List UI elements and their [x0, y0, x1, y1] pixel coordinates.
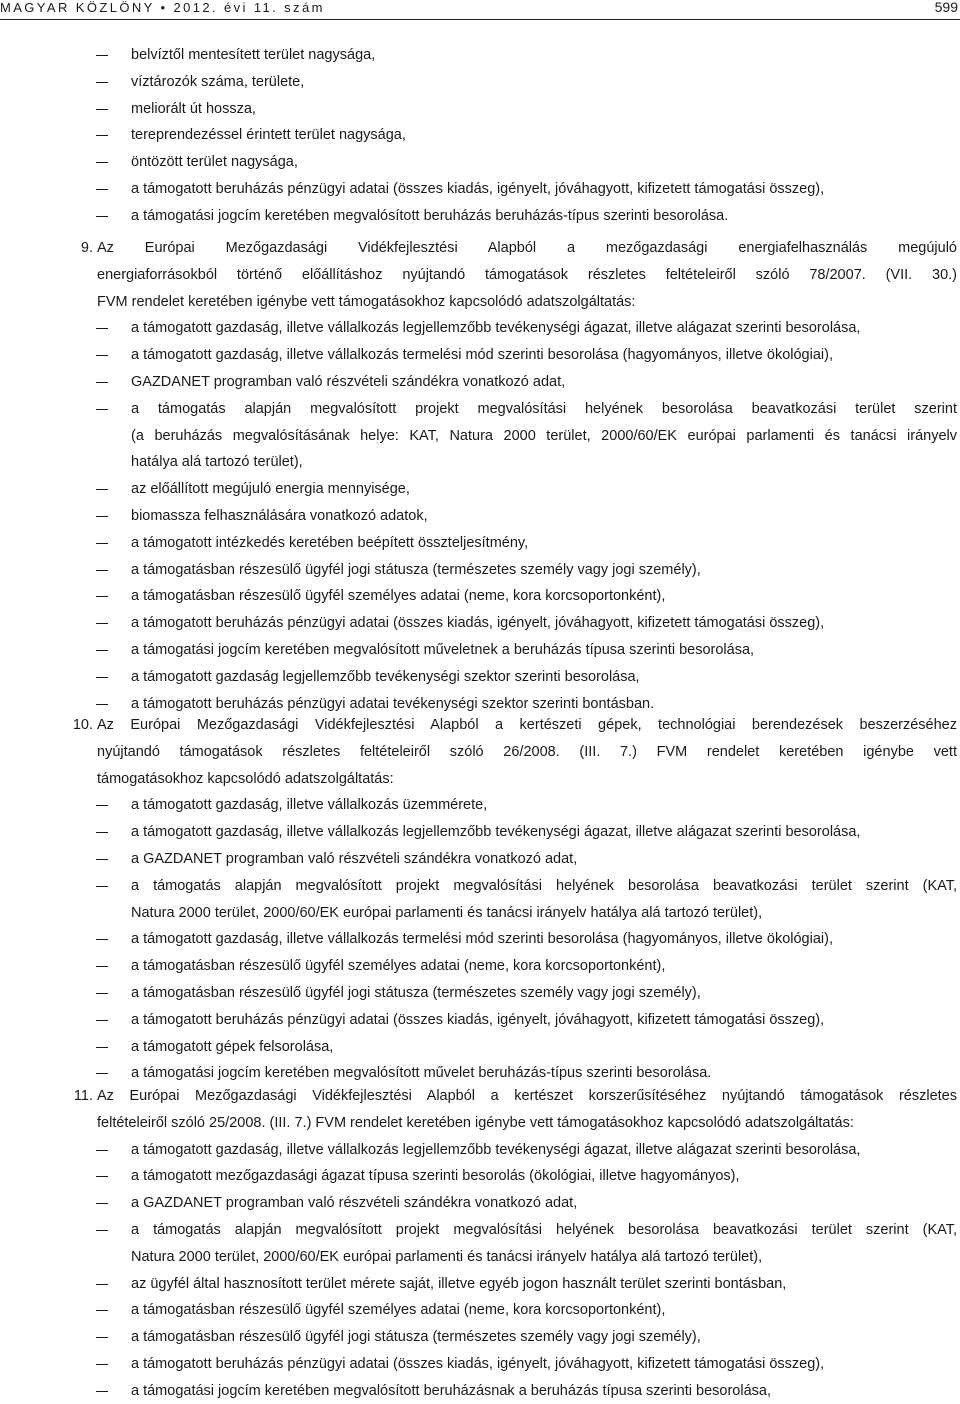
dash-bullet: [96, 135, 108, 136]
line-text: a támogatási jogcím keretében megvalósított beruházás beruházás-típus szerinti besorolása.: [131, 207, 729, 224]
dash-bullet: [96, 596, 108, 597]
line-text: a GAZDANET programban való részvételi szándékra vonatkozó adat,: [131, 851, 578, 867]
line-text: FVM rendelet keretében igénybe vett támogatásokhoz kapcsolódó adatszolgáltatás:: [97, 293, 636, 310]
line-text: a támogatott gazdaság, illetve vállalkozás legjellemzőbb tevékenységi ágazat, illetve alágazat szerinti besorolása,: [131, 320, 861, 337]
dash-bullet: [96, 832, 108, 833]
line-text: a támogatott gazdaság, illetve vállalkozás termelési mód szerinti besorolása (hagyományos, illetve ökológiai),: [131, 931, 833, 948]
dash-bullet: [96, 516, 108, 517]
line-text: a támogatási jogcím keretében megvalósított műveletnek a beruházás típusa szerinti besorolása,: [131, 642, 755, 658]
list-item: [0, 423, 960, 449]
list-item: [0, 1007, 960, 1033]
line-text: támogatásokhoz kapcsolódó adatszolgáltatás:: [97, 770, 394, 787]
dash-bullet: [96, 1073, 108, 1074]
dash-bullet: [96, 859, 108, 860]
dash-bullet: [96, 1284, 108, 1285]
line-text: biomassza felhasználására vonatkozó adatok,: [131, 508, 428, 524]
section-paragraph-line: [0, 235, 960, 261]
dash-bullet: [96, 109, 108, 110]
line-text: a támogatott beruházás pénzügyi adatai (összes kiadás, igényelt, jóváhagyott, kifizetett támogatási összeg),: [131, 181, 825, 197]
list-item: [0, 96, 960, 122]
line-text: a támogatott gazdaság, illetve vállalkozás legjellemzőbb tevékenységi ágazat, illetve alágazat szerinti besorolása,: [131, 824, 861, 841]
dash-bullet: [96, 1203, 108, 1204]
list-item: [0, 476, 960, 502]
line-text: a támogatás alapján megvalósított projekt megvalósítási helyének besorolása beavatkozási terület szerint: [131, 400, 957, 417]
list-item: [0, 1244, 960, 1270]
line-text: Az Európai Mezőgazdasági Vidékfejlesztési Alapból a kertészeti gépek, technológiai berendezések beszerzéséhez: [97, 717, 957, 733]
line-text: a támogatás alapján megvalósított projekt megvalósítási helyének besorolása beavatkozási terület szerint (KAT,: [131, 1222, 957, 1238]
line-text: az ügyfél által hasznosított terület mérete saját, illetve egyéb jogon használt terület szerinti bontásban,: [131, 1275, 787, 1292]
dash-bullet: [96, 993, 108, 994]
line-text: öntözött terület nagysága,: [131, 154, 298, 171]
dash-bullet: [96, 409, 108, 410]
line-text: Natura 2000 terület, 2000/60/EK európai parlamenti és tanácsi irányelv hatálya alá tartozó terület),: [131, 904, 763, 921]
dash-bullet: [96, 355, 108, 356]
line-text: a támogatási jogcím keretében megvalósított beruházásnak a beruházás típusa szerinti besorolása,: [131, 1382, 771, 1399]
list-item: [0, 315, 960, 341]
dash-bullet: [96, 650, 108, 651]
list-item: [0, 610, 960, 636]
page-header: [0, 0, 960, 26]
section-paragraph-line: [0, 262, 960, 288]
line-text: a támogatási jogcím keretében megvalósított művelet beruházás-típus szerinti besorolása.: [131, 1065, 712, 1082]
section-paragraph-line: [0, 739, 960, 765]
dash-bullet: [96, 543, 108, 544]
line-text: a támogatott beruházás pénzügyi adatai tevékenységi szektor szerinti bontásban.: [131, 695, 655, 712]
section-number: 9.: [80, 240, 93, 256]
line-text: a támogatott gazdaság, illetve vállalkozás legjellemzőbb tevékenységi ágazat, illetve alágazat szerinti besorolása,: [131, 1141, 861, 1158]
section-paragraph-line: [0, 289, 960, 315]
line-text: a támogatásban részesülő ügyfél személyes adatai (neme, kora korcsoportonként),: [131, 958, 666, 975]
journal-title: MAGYAR KÖZLÖNY • 2012. évi 11. szám: [0, 0, 325, 15]
list-item: [0, 1163, 960, 1189]
line-text: Natura 2000 terület, 2000/60/EK európai parlamenti és tanácsi irányelv hatálya alá tartozó terület),: [131, 1248, 763, 1265]
list-item: [0, 664, 960, 690]
line-text: a támogatott gazdaság, illetve vállalkozás termelési mód szerinti besorolása (hagyományos, illetve ökológiai),: [131, 347, 833, 364]
list-item: [0, 1297, 960, 1323]
list-item: [0, 900, 960, 926]
line-text: hatálya alá tartozó terület),: [131, 454, 303, 471]
list-item: [0, 637, 960, 663]
dash-bullet: [96, 1176, 108, 1177]
dash-bullet: [96, 1391, 108, 1392]
line-text: a támogatott beruházás pénzügyi adatai (összes kiadás, igényelt, jóváhagyott, kifizetett támogatási összeg),: [131, 1356, 825, 1372]
list-item: [0, 369, 960, 395]
list-item: [0, 122, 960, 148]
line-text: a támogatott mezőgazdasági ágazat típusa szerinti besorolás (ökológiai, illetve hagyományos),: [131, 1168, 740, 1185]
list-item: [0, 149, 960, 175]
line-text: a támogatott gazdaság legjellemzőbb tevékenységi szektor szerinti besorolása,: [131, 668, 640, 685]
line-text: a GAZDANET programban való részvételi szándékra vonatkozó adat,: [131, 1195, 578, 1212]
page-number: 599: [934, 0, 958, 15]
dash-bullet: [96, 489, 108, 490]
line-text: a támogatott beruházás pénzügyi adatai (összes kiadás, igényelt, jóváhagyott, kifizetett támogatási összeg),: [131, 1011, 825, 1028]
list-item: [0, 1137, 960, 1163]
list-item: [0, 342, 960, 368]
dash-bullet: [96, 966, 108, 967]
line-text: a támogatásban részesülő ügyfél személyes adatai (neme, kora korcsoportonként),: [131, 1302, 666, 1319]
section-paragraph-line: [0, 712, 960, 738]
list-item: [0, 819, 960, 845]
list-item: [0, 1271, 960, 1297]
dash-bullet: [96, 677, 108, 678]
line-text: Az Európai Mezőgazdasági Vidékfejlesztési Alapból a mezőgazdasági energiafelhasználás megújuló: [97, 240, 957, 256]
dash-bullet: [96, 382, 108, 383]
dash-bullet: [96, 623, 108, 624]
list-item: [0, 503, 960, 529]
dash-bullet: [96, 216, 108, 217]
list-item: [0, 176, 960, 202]
line-text: Az Európai Mezőgazdasági Vidékfejlesztési Alapból a kertészet korszerűsítéséhez nyújtandó támogatások részletes: [97, 1088, 957, 1104]
list-item: [0, 1217, 960, 1243]
dash-bullet: [96, 1364, 108, 1365]
list-item: [0, 1324, 960, 1350]
line-text: belvíztől mentesített terület nagysága,: [131, 47, 376, 63]
line-text: energiaforrásokból történő előállításhoz nyújtandó támogatások részletes feltételeiről szóló 78/2007. (VII. 30.): [97, 266, 957, 283]
dash-bullet: [96, 1310, 108, 1311]
dash-bullet: [96, 328, 108, 329]
line-text: a támogatott gépek felsorolása,: [131, 1038, 334, 1055]
section-paragraph-line: [0, 1110, 960, 1136]
dash-bullet: [96, 570, 108, 571]
dash-bullet: [96, 1230, 108, 1231]
list-item: [0, 42, 960, 68]
line-text: a támogatásban részesülő ügyfél jogi státusza (természetes személy vagy jogi személy),: [131, 985, 701, 1001]
dash-bullet: [96, 55, 108, 56]
line-text: feltételeiről szóló 25/2008. (III. 7.) FVM rendelet keretében igénybe vett támogatásokhoz kapcsolódó adatszolgáltatás:: [97, 1114, 854, 1131]
dash-bullet: [96, 1150, 108, 1151]
line-text: a támogatásban részesülő ügyfél személyes adatai (neme, kora korcsoportonként),: [131, 588, 666, 605]
section-number: 10.: [72, 717, 93, 733]
dash-bullet: [96, 162, 108, 163]
list-item: [0, 1190, 960, 1216]
list-item: [0, 69, 960, 95]
list-item: [0, 557, 960, 583]
dash-bullet: [96, 886, 108, 887]
dash-bullet: [96, 704, 108, 705]
list-item: [0, 203, 960, 229]
list-item: [0, 449, 960, 475]
dash-bullet: [96, 82, 108, 83]
dash-bullet: [96, 939, 108, 940]
list-item: [0, 530, 960, 556]
line-text: a támogatott intézkedés keretében beépített összteljesítmény,: [131, 534, 529, 551]
line-text: az előállított megújuló energia mennyisége,: [131, 481, 410, 498]
line-text: GAZDANET programban való részvételi szándékra vonatkozó adat,: [131, 374, 566, 390]
list-item: [0, 396, 960, 422]
list-item: [0, 1378, 960, 1404]
dash-bullet: [96, 805, 108, 806]
line-text: a támogatott gazdaság, illetve vállalkozás üzemmérete,: [131, 797, 488, 814]
line-text: a támogatásban részesülő ügyfél jogi státusza (természetes személy vagy jogi személy),: [131, 561, 701, 578]
list-item: [0, 926, 960, 952]
line-text: víztározók száma, területe,: [131, 73, 305, 90]
section-paragraph-line: [0, 1083, 960, 1109]
header-rule: [0, 19, 960, 20]
section-number: 11.: [73, 1088, 93, 1104]
line-text: a támogatásban részesülő ügyfél jogi státusza (természetes személy vagy jogi személy),: [131, 1329, 701, 1346]
dash-bullet: [96, 1047, 108, 1048]
line-text: tereprendezéssel érintett terület nagysága,: [131, 127, 406, 144]
line-text: nyújtandó támogatások részletes feltételeiről szóló 26/2008. (III. 7.) FVM rendelet keretében igénybe vett: [97, 743, 957, 760]
line-text: a támogatott beruházás pénzügyi adatai (összes kiadás, igényelt, jóváhagyott, kifizetett támogatási összeg),: [131, 615, 825, 632]
section-paragraph-line: [0, 766, 960, 792]
dash-bullet: [96, 1337, 108, 1338]
line-text: meliorált út hossza,: [131, 100, 256, 117]
line-text: (a beruházás megvalósításának helye: KAT, Natura 2000 terület, 2000/60/EK európai parlamenti és tanácsi irányelv: [131, 427, 957, 444]
list-item: [0, 873, 960, 899]
list-item: [0, 953, 960, 979]
dash-bullet: [96, 1020, 108, 1021]
dash-bullet: [96, 189, 108, 190]
list-item: [0, 980, 960, 1006]
list-item: [0, 1034, 960, 1060]
list-item: [0, 1351, 960, 1377]
list-item: [0, 583, 960, 609]
list-item: [0, 846, 960, 872]
line-text: a támogatás alapján megvalósított projekt megvalósítási helyének besorolása beavatkozási terület szerint (KAT,: [131, 877, 957, 894]
list-item: [0, 792, 960, 818]
